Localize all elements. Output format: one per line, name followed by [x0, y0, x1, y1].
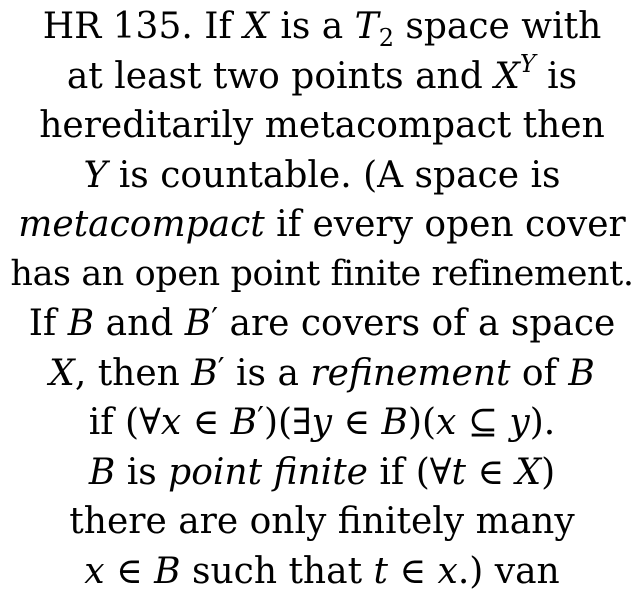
- defined-term: point finite: [168, 452, 368, 493]
- text-line-8: X, then B′ is a refinement of B: [0, 349, 644, 399]
- problem-label: HR 135.: [43, 6, 193, 47]
- author-name: van: [483, 551, 559, 592]
- math-symbol: x: [436, 402, 456, 443]
- math-symbol: y: [312, 402, 332, 443]
- text-line-5: metacompact if every open cover: [0, 200, 644, 250]
- math-superscript: Y: [520, 50, 536, 78]
- math-symbol: B: [89, 452, 115, 493]
- math-symbol: X: [243, 6, 269, 47]
- math-prime: ′: [218, 352, 225, 387]
- math-symbol: B: [68, 303, 94, 344]
- text-line-1: HR 135. If X is a $T_2$ space with: [0, 2, 644, 52]
- math-symbol: B: [231, 402, 257, 443]
- math-symbol: y: [509, 402, 529, 443]
- math-symbol: T: [355, 6, 379, 47]
- text-line-7: If B and B′ are covers of a space: [0, 299, 644, 349]
- text-line-9: if (∀x ∈ B′)(∃y ∈ B)(x ⊆ y).: [0, 398, 644, 448]
- math-symbol: B: [568, 353, 594, 394]
- math-symbol: X: [49, 353, 75, 394]
- text-line-10: B is point finite if (∀t ∈ X): [0, 448, 644, 498]
- math-symbol: B: [154, 551, 180, 592]
- math-prime: ′: [211, 302, 218, 337]
- text-line-11: there are only finitely many: [0, 497, 644, 547]
- math-symbol: t: [373, 551, 387, 592]
- defined-term: metacompact: [18, 204, 264, 245]
- text-line-4: Y is countable. (A space is: [0, 151, 644, 201]
- text-line-12: x ∈ B such that t ∈ x.) van: [0, 547, 644, 596]
- math-symbol: x: [161, 402, 181, 443]
- defined-term: refinement: [310, 353, 510, 394]
- math-prime: ′: [257, 401, 264, 436]
- math-symbol: B: [381, 402, 407, 443]
- math-symbol: x: [438, 551, 458, 592]
- math-symbol: Y: [84, 155, 108, 196]
- math-symbol: X: [494, 56, 520, 97]
- math-symbol: X: [515, 452, 541, 493]
- math-symbol: B: [185, 303, 211, 344]
- math-subscript: 2: [379, 24, 394, 52]
- text-line-2: at least two points and $X^Y$ is: [0, 52, 644, 102]
- math-symbol: x: [84, 551, 104, 592]
- text-line-3: hereditarily metacompact then: [0, 101, 644, 151]
- text-line-6: has an open point finite refinement.: [0, 250, 644, 300]
- math-symbol: t: [451, 452, 465, 493]
- math-symbol: B: [191, 353, 217, 394]
